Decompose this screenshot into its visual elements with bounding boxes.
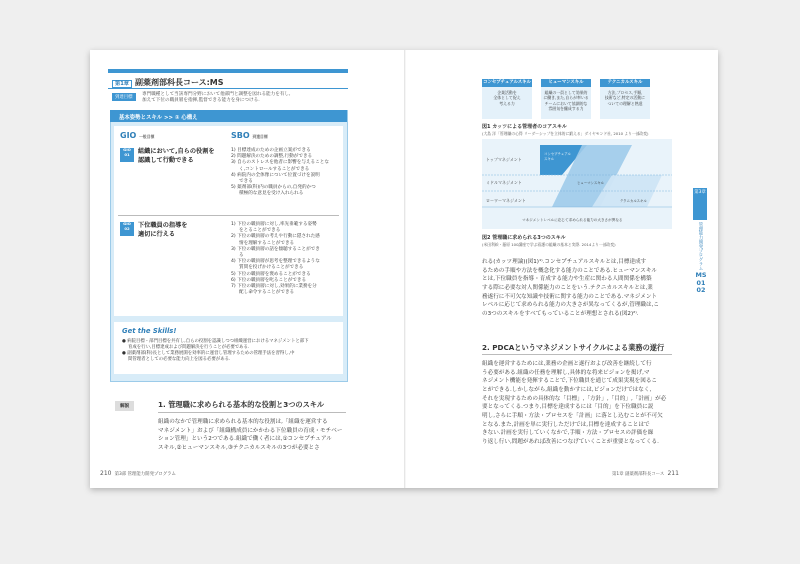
body-line: する際に必要な対人関係能力のことをいう.テクニカルスキルとは,業 — [482, 284, 653, 291]
sbo-item: 6) 下位の職員層を叱ることができる — [231, 277, 307, 283]
right-folio — [612, 470, 679, 477]
kaisetsu-title: 1. 管理職に求められる基本的な役割と3つのスキル — [158, 400, 325, 409]
skill-box-line: 技術など,特定の活動に — [604, 95, 646, 101]
goal-divider — [118, 215, 339, 216]
skill-box-body — [541, 87, 591, 119]
skill-box-human — [541, 79, 591, 119]
running-footer: 第3部 管理能力開発プログラム — [114, 472, 176, 477]
skill-box-line: ついての理解と熟達 — [607, 100, 643, 106]
gio-title-line: 下位職員の指導を — [138, 222, 188, 229]
page-title-text: 副薬剤部科長コース:MS — [135, 78, 224, 87]
sbo-item: 5) 薬剤部(科)内の職員からの,自発的かつ — [231, 185, 316, 191]
katz-skills-diagram — [482, 139, 672, 229]
body-line: レベルに応じて求められる能力の大きさが異なってくるが,管理職は,こ — [482, 302, 659, 309]
figure-1-caption: 図1 カッツによる管理者のコアスキル — [482, 124, 567, 130]
goal-line: 専門職種として当該専門分野において他部門と調整を図れる能力を有し, — [142, 92, 291, 97]
sbo-sub-label: 到達目標 — [252, 134, 268, 139]
level-top: トップマネジメント — [486, 157, 522, 162]
page-number: 211 — [667, 470, 679, 477]
sbo-item: く,コントロールすることができる — [239, 166, 310, 172]
band-label-conceptual-2: スキル — [544, 157, 555, 161]
body-line: り返し行い,問題があれば改善につなげていくことが重要となってくる. — [482, 438, 659, 445]
gio-heading — [120, 131, 154, 140]
body-line: 務遂行に不可欠な知識や技術に関する能力のことである.マネジメント — [482, 293, 658, 300]
section-heading: 基本姿勢とスキル >> ① 心構え — [119, 115, 198, 121]
gio-title — [138, 148, 215, 166]
left-body-text — [158, 418, 342, 453]
sbo-item: 質問を投げかけることができる — [239, 265, 304, 271]
skill-box-line: 考える力 — [499, 100, 515, 106]
section-2-text — [482, 360, 666, 447]
sbo-list — [231, 222, 320, 296]
skill-box-line: 企業活動を — [497, 90, 517, 95]
body-line: となる.また,計画を単に実行しただけでは,目標を達成することはで — [482, 421, 650, 428]
running-footer: 第1章 副薬剤部科長コース — [612, 472, 665, 477]
skill-box-line: に働き,また,自らが率いる — [543, 95, 589, 101]
kaisetsu-tag: 解説 — [115, 401, 134, 411]
sbo-item: 3) 下位の職員層の話を傾聴することができ — [231, 246, 320, 252]
skill-box-technical — [600, 79, 650, 119]
skills-list — [122, 339, 309, 364]
section-2-title: 2. PDCAというマネジメントサイクルによる業務の遂行 — [482, 343, 665, 352]
sbo-heading — [231, 131, 268, 140]
skill-box-title: コンセプチュアルスキル — [483, 80, 531, 85]
gio-number-badge: GIO 02 — [120, 222, 134, 236]
title-underline — [108, 88, 348, 89]
goal-text — [142, 92, 290, 104]
gio-title-line: 組織において,自らの役割を — [138, 148, 215, 155]
skills-item: ● 副薬剤部(科)長として業務展開を効率的に運営し管理するための管理手法を習得し,中 — [122, 351, 295, 357]
figure-1-source: (大島 洋「管理職の心得 リーダーシップを立体的に鍛える」ダイヤモンド社, 2010 より一部改変) — [482, 131, 649, 136]
chapter-label: 第1章 — [112, 80, 132, 88]
sbo-item: 3) 自らのストレスを他者に影響を与えることな — [231, 160, 329, 166]
sbo-item: る — [239, 252, 244, 258]
sbo-item: 1) 下位の職員層に対し,率先垂範する姿勢 — [231, 222, 317, 227]
page-number: 210 — [100, 470, 112, 477]
body-line: う必要がある.組織の任務を理解し,具体的な将来ビジョンを掲げ,マ — [482, 369, 650, 376]
side-vertical-title: 管理能力開発プログラム — [698, 222, 703, 271]
right-body-text — [482, 258, 659, 319]
sbo-item: 4) 病院内の全体像について位置づけを説明 — [231, 172, 320, 178]
sbo-label: SBO — [231, 131, 250, 140]
sbo-item: 7) 下位の職員層に対し,効果的に業務を分 — [231, 283, 317, 289]
skill-box-conceptual — [482, 79, 532, 119]
goal-tag: 到達目標 — [112, 93, 136, 101]
get-the-skills-title: Get the Skills! — [122, 327, 177, 335]
left-folio — [100, 470, 176, 477]
skills-item: 間管理者としての必要な能力向上を図る必要がある. — [128, 357, 231, 363]
body-line: とができる.しかしながら,組織を動かすには,ビジョンだけではなく, — [482, 386, 652, 393]
side-course-codes — [694, 272, 708, 295]
body-line: それを実現するための具体的な「目標」,「方針」,「目的」,「計画」が必 — [482, 395, 667, 402]
book-gutter — [404, 50, 406, 488]
body-line: 明し,さらに手順・方法・プロセスを「計画」に落とし込むことが不可欠 — [482, 412, 663, 419]
body-line: 組織を運営するためには,業務の企画と遂行および改善を継続して行 — [482, 361, 652, 367]
body-line: ネジメント機能を発揮することで,下位職員を通じて成果実現を図るこ — [482, 378, 658, 385]
side-code: 02 — [696, 286, 706, 295]
sbo-item: 2) 問題解決のための調整,行動ができる — [231, 154, 313, 160]
sbo-item: 1) 目標達成のための企画立案ができる — [231, 148, 311, 153]
sbo-item: 4) 下位の職員層が思考を整理できるような — [231, 259, 320, 265]
kaisetsu-underline — [158, 412, 346, 413]
skill-box-line: 組織の一員として効果的 — [544, 90, 588, 95]
figure-2-source: (米田利絵・藤原 100講座で学ぶ看護の組織の基本と実際. 2014より一部改変) — [482, 242, 616, 247]
diagram-axis-note: マネジメントレベルに応じて求められる能力の大きさが異なる — [522, 218, 623, 222]
skills-item: 育成を行い,目標達成および問題解決を行うことが必要である. — [128, 345, 250, 351]
sbo-item: 2) 下位の職員層の考えや行動に隠された感 — [231, 234, 320, 240]
sbo-item: できる — [239, 178, 253, 184]
body-line: ション管理」という2つである.組織で働く者には,①コンセプチュアル — [158, 436, 332, 443]
gio-number-badge: GIO 01 — [120, 148, 134, 162]
skill-box-title: テクニカルスキル — [600, 79, 650, 87]
skills-item: ● 病院目標・部門目標を共有し,自らの役割を認識しつつ組織運営におけるマネジメントと部下 — [122, 339, 309, 344]
side-code: MS — [695, 271, 707, 279]
skill-box-line: 雰囲気を醸成する力 — [548, 105, 584, 111]
body-line: れる(カッツ理論)(図1)¹⁾.コンセプチュアルスキルとは,目標達成す — [482, 259, 647, 265]
skill-box-title: ヒューマンスキル — [541, 79, 591, 87]
skill-box-line: 方法,プロセス,手順, — [607, 90, 643, 95]
level-middle: ミドルマネジメント — [486, 180, 522, 185]
goal-line: 加えて下位の職員層を指揮,監督できる能力を身につける. — [142, 98, 260, 104]
figure-2-caption: 図2 管理職に求められる3つのスキル — [482, 235, 566, 241]
sbo-item: 積極的な意見を受け入れられる — [239, 191, 304, 197]
body-line: 要となってくる.つまり,目標を達成するには「目的」を下位職員に説 — [482, 404, 654, 411]
skill-box-body — [482, 87, 532, 119]
band-label-human: ヒューマンスキル — [577, 181, 604, 185]
body-line: るための手順や方法を概念化する能力のことである.ヒューマンスキル — [482, 267, 657, 274]
gio-title — [138, 222, 188, 240]
skill-box-line: チームにおいて協調的な — [544, 100, 588, 106]
sbo-item: 情を理解することができる — [239, 240, 295, 246]
body-line: きない.計画を実行していくなかで,手順・方法・プロセスの評価を繰 — [482, 430, 654, 437]
gio-sub-label: 一般目標 — [139, 134, 155, 139]
sbo-item: をとることができる — [239, 228, 281, 234]
band-label-conceptual: コンセプチュアル — [544, 152, 571, 156]
chapter-side-tab: 第3章 — [693, 188, 707, 220]
gio-title-line: 適切に行える — [138, 230, 176, 238]
level-lower: ローワーマネジメント — [486, 198, 526, 203]
gio-title-line: 認識して行動できる — [138, 156, 194, 164]
sbo-item: 配し命令することができる — [239, 290, 295, 296]
body-line: とは,下位職員を指導・育成する能力や生産に関わる人間関係を構築 — [482, 276, 652, 283]
body-line: の3つのスキルをすべてもっていることが理想とされる(図2)²⁾. — [482, 310, 639, 317]
body-line: スキル,②ヒューマンスキル,③テクニカルスキルの3つが必要とさ — [158, 444, 320, 451]
section-2-underline — [482, 354, 672, 355]
band-label-technical: テクニカルスキル — [620, 199, 647, 203]
sbo-item: 5) 下位の職員層を褒めることができる — [231, 271, 311, 277]
skill-box-body — [600, 87, 650, 119]
sbo-list — [231, 148, 329, 198]
body-line: マネジメント」および「組織構成員にかかわる下位職員の育成・モチベー — [158, 427, 343, 434]
title-bar — [108, 69, 348, 73]
gio-label: GIO — [120, 131, 137, 140]
page-title — [112, 77, 224, 88]
skill-box-line: 全体として捉え — [493, 95, 521, 101]
body-line: 組織のなかで管理職に求められる基本的な役割は,「組織を運営する — [158, 419, 328, 425]
side-code: 01 — [696, 278, 706, 287]
